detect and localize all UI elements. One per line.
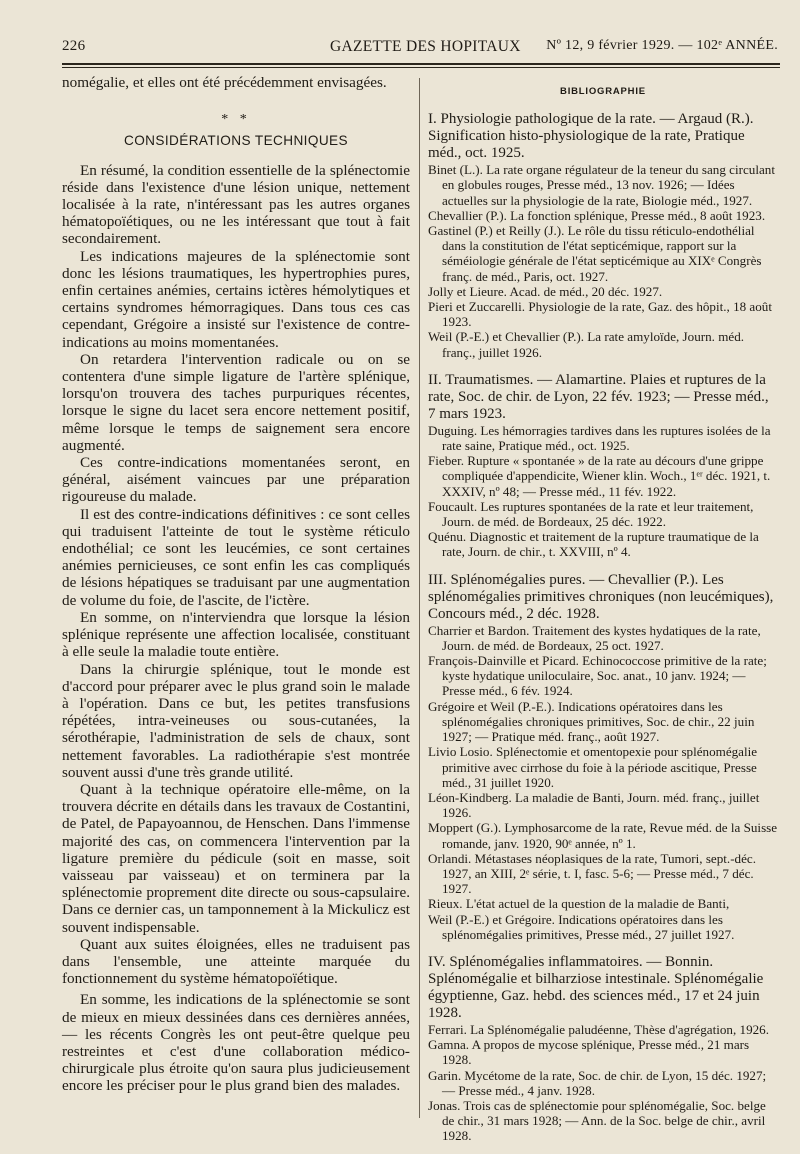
- bibliography-entry: Ferrari. La Splénomégalie paludéenne, Thèse d'agrégation, 1926.: [428, 1021, 769, 1037]
- bibliography-entry: Jonas. Trois cas de splénectomie pour splénomégalie, Soc. belge de chir., 31 mars 1928; — Ann. de la Soc. belge de chir., avril 1928.: [428, 1097, 766, 1144]
- paragraph: Dans la chirurgie splénique, tout le monde est d'accord pour préparer avec le plus grand soin le malade à l'opération. Dans ce but, les petites transfusions répétées, intra-veineuses ou sous-cutanées, la sérothérapie, l'administration de sels de chaux, sont nettement favorables. La radiothérapie s'est montrée souvent aussi d'une très grande utilité.: [62, 660, 410, 781]
- intro-text: nomégalie, et elles ont été précédemment envisagées.: [62, 74, 387, 91]
- bibliography-entry: Foucault. Les ruptures spontanées de la rate et leur traitement, Journ. de méd. de Bordeaux, 25 déc. 1922.: [428, 498, 754, 530]
- bibliography-section-heading: I. Physiologie pathologique de la rate. — Argaud (R.). Signification histo-physiologique de la rate, Pratique méd., oct. 1925.: [428, 111, 754, 162]
- bibliography-entry: Weil (P.-E.) et Grégoire. Indications opératoires dans les splénomégalies primitives, Presse méd., 27 juillet 1927.: [428, 911, 735, 942]
- bibliography-section-heading: II. Traumatismes. — Alamartine. Plaies et ruptures de la rate, Soc. de chir. de Lyon, 22 fév. 1923; — Presse méd., 7 mars 1923.: [428, 371, 769, 422]
- paragraph: En résumé, la condition essentielle de la splénectomie réside dans l'existence d'une lésion unique, nettement localisée à la rate, n'intéressant pas les autres organes hématopoïétiques, ou ne les intéressant que tout à fait secondairement.: [62, 161, 410, 248]
- bibliography-column: [428, 84, 778, 1144]
- paragraph: Les indications majeures de la splénectomie sont donc les lésions traumatiques, les hypertrophies pures, enfin certaines anémies, certains ictères hémolytiques et certains syndromes hémorragiques. Dans tous ces cas cependant, Grégoire a insisté sur l'existence de contre-indications au moins momentanées.: [62, 247, 410, 351]
- bibliography-entry: Garin. Mycétome de la rate, Soc. de chir. de Lyon, 15 déc. 1927; — Presse méd., 4 janv. 1928.: [428, 1067, 767, 1098]
- bibliography-entry: Charrier et Bardon. Traitement des kystes hydatiques de la rate, Journ. de méd. de Bordeaux, 25 oct. 1927.: [428, 622, 761, 653]
- paragraph: Ces contre-indications momentanées seront, en général, aisément vaincues par une préparation rigoureuse du malade.: [62, 454, 410, 506]
- bibliography-entry: Weil (P.-E.) et Chevallier (P.). La rate amyloïde, Journ. méd. franç., juillet 1926.: [428, 329, 745, 360]
- bibliography-entry: Orlandi. Métastases néoplasiques de la rate, Tumori, sept.-déc. 1927, an XIII, 2ᵉ série, t. I, fasc. 5-6; — Presse méd., 7 déc. 1927.: [428, 850, 756, 897]
- bibliography-entry: Binet (L.). La rate organe régulateur de la teneur du sang circulant en globules rouges, Presse méd., 13 nov. 1926; — Idées actuelles sur la physiologie de la rate, Biologie méd., 1927.: [428, 162, 775, 208]
- bibliography-entry: Chevallier (P.). La fonction splénique, Presse méd., 8 août 1923.: [428, 207, 766, 223]
- running-head: [62, 36, 778, 60]
- bibliography-entry: Rieux. L'état actuel de la question de la maladie de Banti,: [428, 896, 730, 912]
- bibliography-entry: Gastinel (P.) et Reilly (J.). Le rôle du tissu réticulo-endothélial dans la constitution de l'état septicémique, rapport sur la séméiologie générale de l'état septicémique au XIXᵉ Congrès franç. de méd., Paris, oct. 1927.: [428, 223, 762, 284]
- column-separator: [419, 78, 420, 1118]
- bibliography-entry: Duguing. Les hémorragies tardives dans les ruptures isolées de la rate saine, Pratique méd., oct. 1925.: [428, 422, 771, 454]
- journal-title: GAZETTE DES HOPITAUX: [330, 38, 521, 55]
- bibliography-entry: François-Dainville et Picard. Echinococcose primitive de la rate; kyste hydatique uniloculaire, Soc. anat., 10 janv. 1924; — Presse méd., 6 fév. 1924.: [428, 653, 767, 699]
- section-title: CONSIDÉRATIONS TECHNIQUES: [123, 133, 348, 149]
- bibliography-title: BIBLIOGRAPHIE: [560, 86, 646, 97]
- section-ornament: * *: [221, 112, 251, 128]
- paragraph: Quant à la technique opératoire elle-même, on la trouvera décrite en détails dans les travaux de Costantini, de Patel, de Papayoannou, de Henschen. Dans l'immense majorité des cas, on commencera l'intervention par la ligature première du pédicule (soit en masse, soit vaisseau par vaisseau) et on terminera par la splénectomie proprement dite directe ou sous-capsulaire. Dans ce dernier cas, un tamponnement à la Mickulicz est souvent indispensable.: [62, 780, 410, 936]
- article-column: [62, 74, 410, 1095]
- bibliography-entry: Gamna. A propos de mycose splénique, Presse méd., 21 mars 1928.: [428, 1037, 750, 1068]
- bibliography-entry: Fieber. Rupture « spontanée » de la rate au décours d'une grippe compliquée d'appendicite, Wiener klin. Woch., 1ᵉʳ déc. 1921, t. XXXIV, nº 48; — Presse méd., 11 fév. 1922.: [428, 453, 771, 499]
- bibliography-entry: Moppert (G.). Lymphosarcome de la rate, Revue méd. de la Suisse romande, janv. 1920, 90ᵉ année, nº 1.: [428, 820, 778, 851]
- bibliography-entry: Léon-Kindberg. La maladie de Banti, Journ. méd. franç., juillet 1926.: [428, 789, 760, 821]
- paragraph: On retardera l'intervention radicale ou on se contentera d'une simple ligature de l'artère splénique, lorsqu'on trouvera des taches purpuriques récentes, lorsque le signe du lacet sera encore nettement positif, même lorsque le temps de saignement sera encore augmenté.: [62, 350, 410, 454]
- bibliography-entry: Livio Losio. Splénectomie et omentopexie pour splénomégalie primitive avec cirrhose du foie à la période ascitique, Presse méd., 31 juillet 1920.: [428, 744, 758, 790]
- paragraph: Il est des contre-indications définitives : ce sont celles qui traduisent l'atteinte de tout le système réticulo endothélial; ce sont les leucémies, ce sont certaines anémies pernicieuses, ce sont enfin les cas compliqués de lésions hépatiques se traduisant par une augmentation de volume du foie, de l'ascite, de l'ictère.: [62, 505, 410, 609]
- header-rule: [62, 63, 780, 65]
- page-number: 226: [62, 38, 86, 54]
- bibliography-section-heading: IV. Splénomégalies inflammatoires. — Bonnin. Splénomégalie et bilharziose intestinale. Splénomégalie égyptienne, Gaz. hebd. des sciences méd., 17 et 24 juin 1928.: [428, 953, 764, 1021]
- issue-date: Nº 12, 9 février 1929. — 102ᵉ ANNÉE.: [546, 38, 778, 53]
- bibliography-section-heading: III. Splénomégalies pures. — Chevallier (P.). Les splénomégalies primitives chroniques (non leucémiques), Concours méd., 2 déc. 1928.: [428, 571, 774, 622]
- paragraph: Quant aux suites éloignées, elles ne traduisent pas dans l'ensemble, une atteinte marquée du fonctionnement du système hématopoïétique.: [62, 935, 410, 988]
- bibliography-entry: Jolly et Lieure. Acad. de méd., 20 déc. 1927.: [428, 283, 663, 299]
- header-rule-thin: [62, 67, 780, 68]
- paragraph: En somme, les indications de la splénectomie se sont de mieux en mieux dessinées dans ces dernières années, — les récents Congrès les ont peut-être quelque peu restreintes et c'est d'une collaboration médico-chirurgicale plus étroite qu'on saura plus judicieusement encore les préciser pour le plus grand bien des malades.: [62, 991, 410, 1095]
- paragraph: En somme, on n'interviendra que lorsque la lésion splénique représente une affection localisée, constituant à elle seule la maladie toute entière.: [62, 608, 410, 661]
- bibliography-entry: Grégoire et Weil (P.-E.). Indications opératoires dans les splénomégalies chroniques primitives, Soc. de chir., 22 juin 1927; — Pratique méd. franç., août 1927.: [428, 698, 755, 745]
- bibliography-entry: Pieri et Zuccarelli. Physiologie de la rate, Gaz. des hôpit., 18 août 1923.: [428, 299, 772, 330]
- bibliography-entry: Quénu. Diagnostic et traitement de la rupture traumatique de la rate, Journ. de chir., t. XXVIII, nº 4.: [428, 529, 759, 560]
